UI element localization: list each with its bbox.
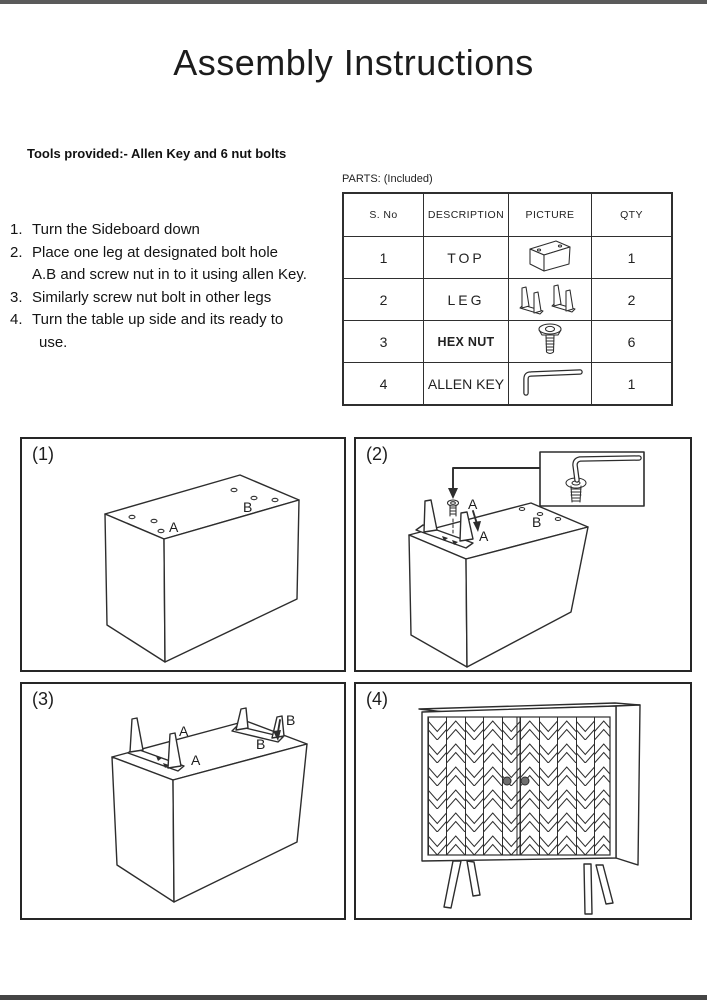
sideboard-upside-down-illustration — [22, 439, 344, 670]
description-cell: HEX NUT — [424, 321, 509, 363]
sno-cell: 1 — [343, 237, 424, 279]
step-4-panel — [354, 682, 692, 920]
parts-row-leg — [343, 279, 672, 321]
bolt-hole-label-b: B — [243, 499, 253, 515]
col-header-qty: QTY — [592, 193, 673, 237]
col-header-picture: PICTURE — [509, 193, 592, 237]
bolt-hole-label-b: B — [256, 736, 266, 752]
instruction-item — [10, 242, 320, 287]
instruction-text: Similarly screw nut bolt in other legs — [32, 288, 272, 306]
bolt-hole-label-a: A — [169, 519, 179, 535]
page-title: Assembly Instructions — [173, 42, 534, 83]
scan-edge-bottom — [0, 995, 707, 1000]
step-number: (3) — [32, 689, 54, 709]
chevron-door-front — [428, 717, 610, 855]
finished-sideboard-illustration — [356, 684, 690, 918]
bolt-hole-label-b: B — [286, 712, 296, 728]
instruction-number: 4. — [10, 311, 23, 328]
top-box-icon — [522, 237, 578, 275]
step-3-panel — [20, 682, 346, 920]
allen-key-icon — [515, 367, 585, 397]
instruction-number: 3. — [10, 288, 23, 306]
callout-arrow — [453, 468, 540, 489]
instruction-number: 2. — [10, 243, 23, 261]
step-number: (1) — [32, 444, 54, 464]
qty-cell: 1 — [592, 237, 673, 279]
sno-cell: 4 — [343, 363, 424, 406]
sno-cell: 2 — [343, 279, 424, 321]
sno-cell: 3 — [343, 321, 424, 363]
scan-edge-top — [0, 0, 707, 4]
instruction-text: Turn the Sideboard down — [32, 221, 200, 238]
bolt-hole-label-a: A — [179, 723, 189, 739]
door-knob-left — [503, 777, 511, 785]
instruction-text: use. — [39, 333, 68, 351]
instruction-item — [10, 287, 320, 310]
parts-table — [342, 192, 673, 406]
bolt-hole-label-b: B — [532, 514, 542, 530]
parts-section — [342, 173, 673, 406]
parts-row-hex-nut — [343, 321, 672, 363]
step-2-panel — [354, 437, 692, 672]
qty-cell: 1 — [592, 363, 673, 406]
bolt-hole-label-a: A — [479, 528, 489, 544]
leg-pairs-icon — [518, 279, 582, 317]
description-cell: ALLEN KEY — [424, 363, 509, 406]
attach-first-leg-illustration — [356, 439, 690, 670]
picture-cell — [509, 321, 592, 363]
door-knob-right — [521, 777, 529, 785]
instruction-text: A.B and screw nut in to it using allen Key. — [32, 266, 307, 283]
instruction-number: 1. — [10, 221, 23, 238]
col-header-description: DESCRIPTION — [424, 193, 509, 237]
instruction-list — [10, 219, 320, 354]
parts-table-header-row — [343, 193, 672, 237]
bolt-hole-label-a: A — [468, 496, 478, 512]
parts-row-allen-key — [343, 363, 672, 406]
both-legs-attached-illustration — [22, 684, 344, 918]
qty-cell: 6 — [592, 321, 673, 363]
step-number: (4) — [366, 689, 388, 709]
parts-row-top — [343, 237, 672, 279]
description-cell: TOP — [424, 237, 509, 279]
instruction-item — [10, 219, 320, 242]
instruction-text: Turn the table up side and its ready to — [32, 311, 284, 328]
step-1-panel — [20, 437, 346, 672]
parts-label: PARTS: (Included) — [342, 173, 433, 185]
picture-cell — [509, 237, 592, 279]
bolt-hole-label-a: A — [191, 752, 201, 768]
step-number: (2) — [366, 444, 388, 464]
tools-provided-line: Tools provided:- Allen Key and 6 nut bolts — [27, 146, 287, 161]
picture-cell — [509, 363, 592, 406]
countersunk-screw-icon — [534, 321, 566, 359]
picture-cell — [509, 279, 592, 321]
instruction-item — [10, 309, 320, 354]
qty-cell: 2 — [592, 279, 673, 321]
instruction-text: Place one leg at designated bolt hole — [32, 243, 279, 261]
col-header-sno: S. No — [343, 193, 424, 237]
description-cell: LEG — [424, 279, 509, 321]
